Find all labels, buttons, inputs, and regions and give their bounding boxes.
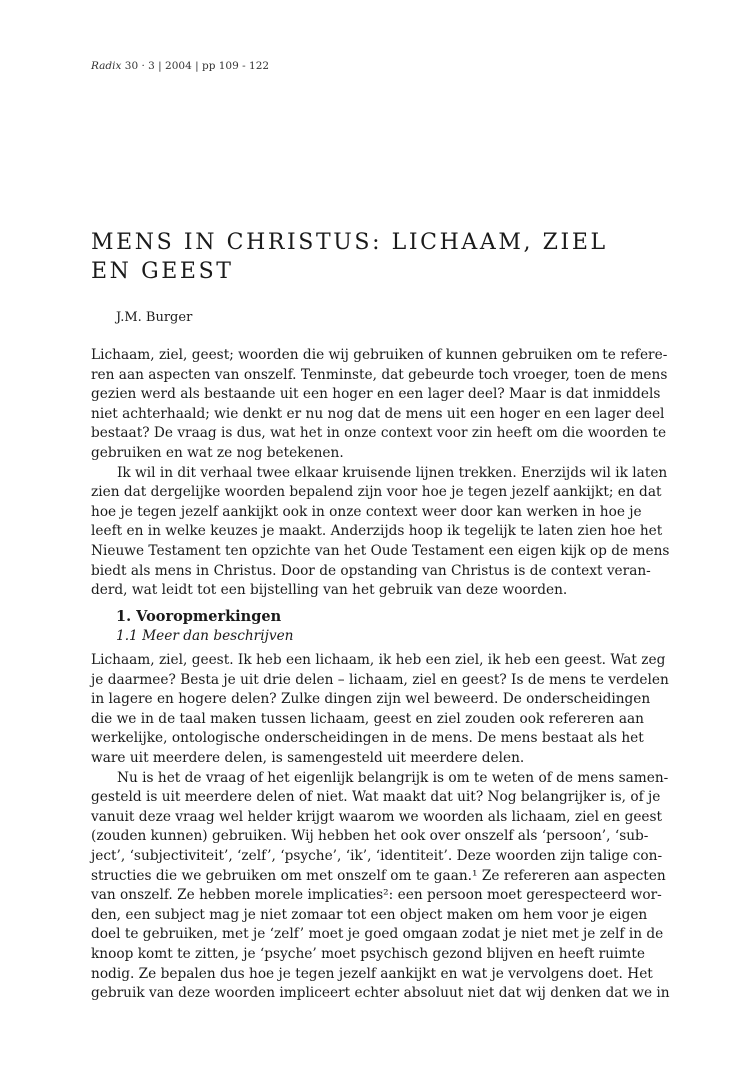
text-line: gebruiken en wat ze nog betekenen. bbox=[91, 444, 344, 461]
text-line: gebruik van deze woorden impliceert echter absoluut niet dat wij denken dat we in bbox=[91, 985, 670, 1002]
text-line: Nieuwe Testament ten opzichte van het Oude Testament een eigen kijk op de mens bbox=[91, 542, 670, 559]
text-line: gezien werd als bestaande uit een hoger en een lager deel? Maar is dat inmiddels bbox=[91, 386, 661, 403]
text-line: Nu is het de vraag of het eigenlijk belangrijk is om te weten of de mens samen- bbox=[117, 769, 669, 786]
text-line: leeft en in welke keuzes je maakt. Anderzijds hoop ik tegelijk te laten zien hoe het bbox=[91, 523, 663, 540]
text-line: zien dat dergelijke woorden bepalend zijn voor hoe je tegen jezelf aankijkt; en dat bbox=[91, 484, 662, 501]
intro-paragraph-1 bbox=[91, 346, 668, 464]
text-line: derd, wat leidt tot een bijstelling van het gebruik van deze woorden. bbox=[91, 582, 568, 599]
text-line: ware uit meerdere delen, is samengesteld uit meerdere delen. bbox=[91, 749, 525, 766]
text-line: structies die we gebruiken om met onszelf om te gaan.¹ Ze refereren aan aspecten bbox=[91, 867, 666, 884]
author-name: J.M. Burger bbox=[116, 310, 193, 325]
text-line: bestaat? De vraag is dus, wat het in onze context voor zin heeft om die woorden te bbox=[91, 425, 667, 442]
text-line: Lichaam, ziel, geest; woorden die wij gebruiken of kunnen gebruiken om te refere- bbox=[91, 347, 668, 363]
text-line: ject’, ‘subjectiviteit’, ‘zelf’, ‘psyche’, ‘ik’, ‘identiteit’. Deze woorden zijn talige con- bbox=[91, 847, 663, 864]
text-line: doel te gebruiken, met je ‘zelf’ moet je goed omgaan zodat je niet met je zelf in de bbox=[91, 926, 664, 943]
journal-name: Radix bbox=[91, 60, 122, 72]
text-line: knoop komt te zitten, je ‘psyche’ moet psychisch gezond blijven en heeft ruimte bbox=[91, 945, 645, 962]
text-line: van onszelf. Ze hebben morele implicaties²: een persoon moet gerespecteerd wor- bbox=[91, 887, 662, 904]
intro-text bbox=[91, 346, 670, 601]
text-line: ren aan aspecten van onszelf. Tenminste, dat gebeurde toch vroeger, toen de mens bbox=[91, 366, 668, 383]
text-line: vanuit deze vraag wel helder krijgt waarom we woorden als lichaam, ziel en geest bbox=[91, 808, 663, 825]
text-line: werkelijke, ontologische onderscheidingen in de mens. De mens bestaat als het bbox=[91, 730, 644, 747]
text-line: (zouden kunnen) gebruiken. Wij hebben het ook over onszelf als ‘persoon’, ‘sub- bbox=[91, 828, 649, 845]
text-line: gesteld is uit meerdere delen of niet. Wat maakt dat uit? Nog belangrijker is, of je bbox=[91, 789, 661, 806]
text-line: nodig. Ze bepalen dus hoe je tegen jezelf aankijkt en wat je vervolgens doet. Het bbox=[91, 965, 653, 982]
text-line: Ik wil in dit verhaal twee elkaar kruisende lijnen trekken. Enerzijds wil ik laten bbox=[117, 464, 668, 481]
article-title-line-2: EN GEEST bbox=[91, 259, 234, 284]
running-header bbox=[91, 60, 269, 72]
text-line: niet achterhaald; wie denkt er nu nog dat de mens uit een hoger en een lager deel bbox=[91, 405, 665, 422]
text-line: in lagere en hogere delen? Zulke dingen zijn wel beweerd. De onderscheidingen bbox=[91, 691, 651, 708]
intro-paragraph-2 bbox=[91, 464, 670, 601]
section-text bbox=[91, 651, 670, 1004]
text-line: je daarmee? Besta je uit drie delen – lichaam, ziel en geest? Is de mens te verdelen bbox=[91, 671, 669, 688]
text-line: hoe je tegen jezelf aankijkt ook in onze context weer door kan werken in hoe je bbox=[91, 503, 642, 520]
text-line: den, een subject mag je niet zomaar tot een object maken om hem voor je eigen bbox=[91, 906, 648, 923]
section-heading: 1. Vooropmerkingen bbox=[116, 608, 282, 625]
article-title-line-1: MENS IN CHRISTUS: LICHAAM, ZIEL bbox=[91, 230, 608, 255]
text-line: Lichaam, ziel, geest. Ik heb een lichaam, ik heb een ziel, ik heb een geest. Wat zeg bbox=[91, 652, 666, 668]
text-line: biedt als mens in Christus. Door de opstanding van Christus is de context veran- bbox=[91, 562, 651, 579]
article-title bbox=[91, 228, 651, 286]
section-paragraph-2 bbox=[91, 769, 670, 1004]
citation-info: 30 · 3 | 2004 | pp 109 - 122 bbox=[124, 60, 270, 72]
section-paragraph-1 bbox=[91, 651, 669, 769]
text-line: die we in de taal maken tussen lichaam, geest en ziel zouden ook refereren aan bbox=[91, 710, 644, 727]
subsection-heading: 1.1 Meer dan beschrijven bbox=[116, 628, 294, 644]
